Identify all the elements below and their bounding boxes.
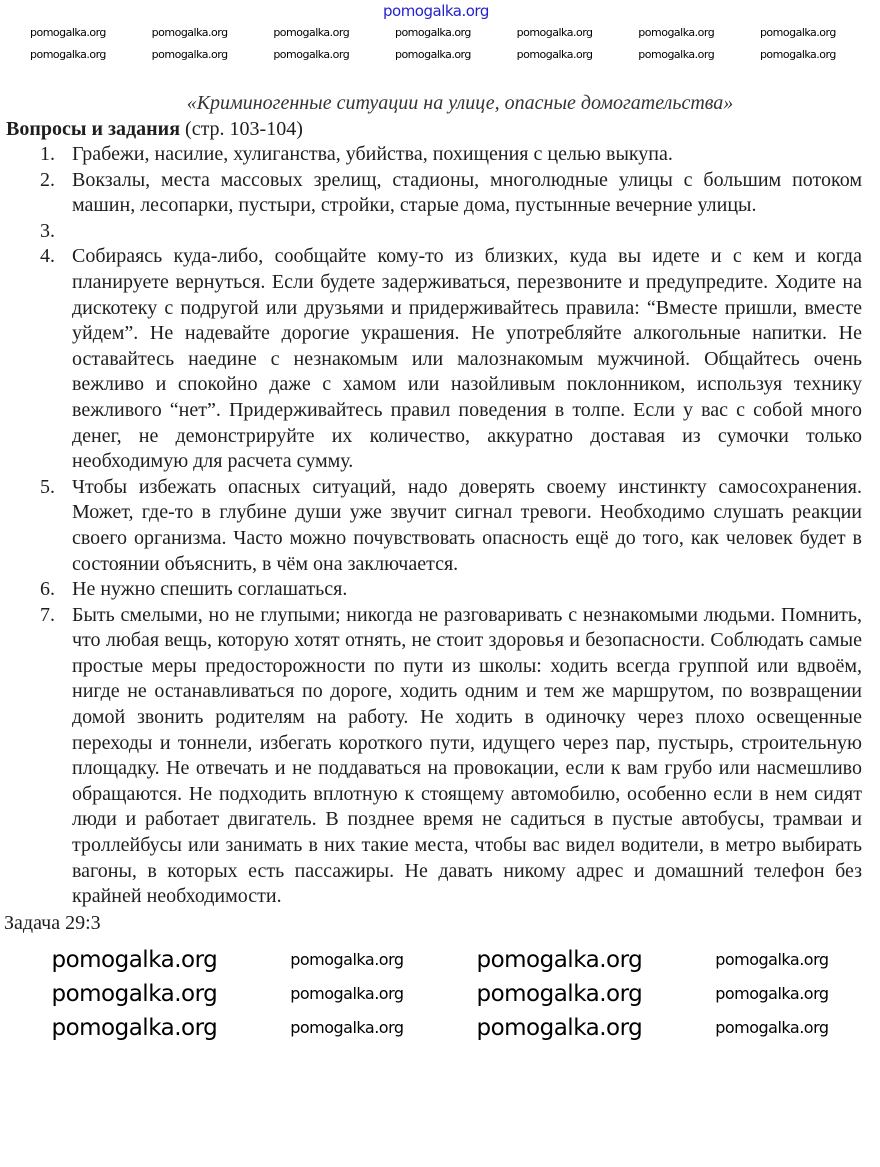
list-item	[0, 475, 862, 577]
watermark: pomogalka.org	[394, 48, 471, 61]
item-number: 4.	[40, 245, 55, 268]
heading-bold: Вопросы и задания	[6, 118, 181, 140]
item-text: Чтобы избежать опасных ситуаций, надо доверять своему инстинкту самосохранения. Может, где-то в глубине души уже звучит сигнал тревоги. Необходимо слушать реакции своего организма. Часто можно почувствовать опасность ещё до того, как человек будет в состоянии объяснить, в чём она заключается.	[72, 475, 862, 575]
watermark: pomogalka.org	[273, 26, 350, 39]
watermark: pomogalka.org	[715, 1017, 829, 1037]
watermark: pomogalka.org	[476, 980, 643, 1007]
watermark: pomogalka.org	[759, 48, 836, 61]
document-page	[0, 90, 880, 1052]
item-number: 3.	[40, 219, 55, 242]
item-text: Не нужно спешить соглашаться.	[72, 578, 348, 601]
section-heading	[0, 116, 880, 142]
watermark: pomogalka.org	[30, 26, 106, 39]
item-text: Грабежи, насилие, хулиганства, убийства, похищения с целью выкупа.	[72, 143, 673, 165]
watermark: pomogalka.org	[273, 48, 350, 61]
document-title: «Криминогенные ситуации на улице, опасные домогательства»	[186, 92, 734, 114]
heading-pages: (стр. 103-104)	[185, 118, 303, 140]
watermark: pomogalka.org	[476, 1014, 643, 1041]
watermark: pomogalka.org	[151, 48, 228, 61]
list-item	[0, 168, 862, 219]
watermark: pomogalka.org	[51, 1014, 218, 1041]
watermark: pomogalka.org	[715, 949, 829, 969]
task-label: Задача 29:3	[4, 911, 101, 934]
watermark-strip-bottom	[0, 936, 880, 1052]
item-text: Вокзалы, места массовых зрелищ, стадионы, многолюдные улицы с большим потоком машин, лесопарки, пустыри, стройки, старые дома, пустынные вечерние улицы.	[72, 168, 862, 217]
watermark: pomogalka.org	[759, 26, 836, 39]
list-item	[0, 244, 862, 474]
watermark: pomogalka.org	[383, 2, 489, 20]
watermark: pomogalka.org	[715, 983, 829, 1003]
watermark: pomogalka.org	[516, 26, 593, 39]
watermark: pomogalka.org	[638, 26, 715, 39]
item-number: 1.	[40, 143, 55, 165]
watermark: pomogalka.org	[290, 983, 404, 1003]
watermark: pomogalka.org	[51, 980, 218, 1007]
item-number: 2.	[40, 168, 55, 191]
item-text: Собираясь куда-либо, сообщайте кому-то из близких, куда вы идете и с кем и когда планируете вернуться. Если будете задерживаться, перезвоните и предупредите. Ходите на дискотеку с подругой или друзьями и придерживайтесь правила: “Вместе пришли, вместе уйдем”. Не надевайте дорогие украшения. Не употребляйте алкогольные напитки. Не оставайтесь наедине с незнакомым или малознакомым мужчиной. Общайтесь очень вежливо и спокойно даже с хамом или назойливым поклонником, используя технику вежливого “нет”. Придерживайтесь правил поведения в толпе. Если у вас с собой много денег, не демонстрируйте их количество, аккуратно доставая из сумочки только необходимую для расчета сумму.	[72, 245, 862, 473]
watermark: pomogalka.org	[638, 48, 715, 61]
watermark: pomogalka.org	[476, 946, 643, 973]
item-number: 5.	[40, 475, 55, 498]
watermark: pomogalka.org	[516, 48, 593, 61]
item-number: 7.	[40, 603, 55, 626]
list-item	[0, 142, 862, 168]
list-item	[0, 219, 862, 245]
watermark-strip-top	[30, 26, 850, 62]
watermark: pomogalka.org	[290, 949, 404, 969]
watermark: pomogalka.org	[151, 26, 228, 39]
item-number: 6.	[40, 578, 55, 601]
item-text: Быть смелыми, но не глупыми; никогда не разговаривать с незнакомыми людьми. Помнить, что любая вещь, которую хотят отнять, не стоит здоровья и безопасности. Соблюдать самые простые меры предосторожности по пути из школы: ходить всегда группой или вдвоём, нигде не останавливаться по дороге, ходить одним и тем же маршрутом, по возвращении домой звонить родителям на работу. Не ходить в одиночку через плохо освещенные переходы и тоннели, избегать короткого пути, идущего через пар, пустырь, строительную площадку. Не отвечать и не поддаваться на провокации, если к вам грубо или насмешливо обращаются. Не подходить вплотную к стоящему автомобилю, особенно если в нем сидят люди и работает двигатель. В позднее время не садиться в пустые автобусы, трамваи и троллейбусы или занимать в них такие места, чтобы вас видел водители, в метро выбирать вагоны, в которых есть пассажиры. Не давать никому адрес и домашний телефон без крайней необходимости.	[72, 603, 862, 908]
list-item	[0, 577, 862, 603]
watermark: pomogalka.org	[394, 26, 471, 39]
watermark: pomogalka.org	[290, 1017, 404, 1037]
watermark: pomogalka.org	[51, 946, 218, 973]
watermark: pomogalka.org	[30, 48, 106, 61]
list-item	[0, 603, 862, 910]
